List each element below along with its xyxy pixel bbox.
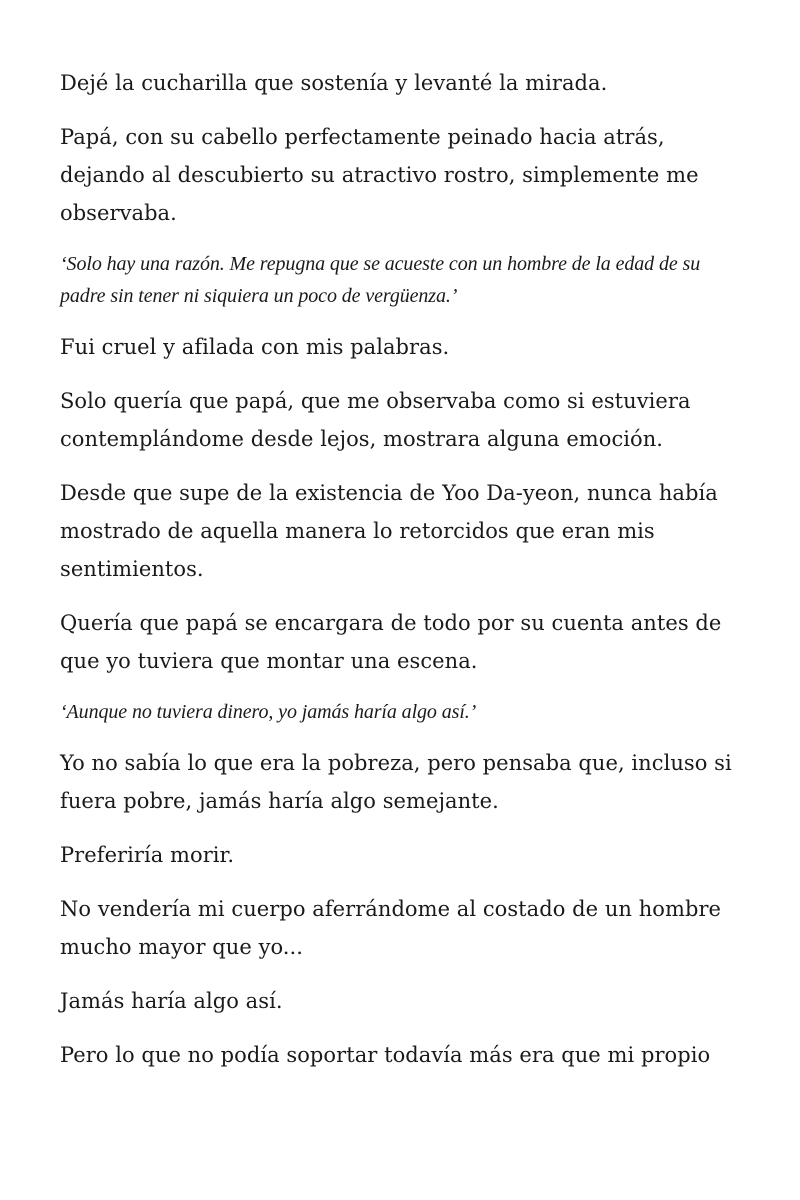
quoted-thought: ‘Solo hay una razón. Me repugna que se acueste con un hombre de la edad de su padre sin tener ni siquiera un poco de vergüenza.’	[60, 253, 701, 307]
paragraph: Solo quería que papá, que me observaba como si estuviera contemplándome desde lejos, mostrara alguna emoción.	[60, 389, 691, 451]
quoted-thought: ‘Aunque no tuviera dinero, yo jamás haría algo así.’	[60, 701, 477, 723]
paragraph: Quería que papá se encargara de todo por su cuenta antes de que yo tuviera que montar una escena.	[60, 611, 722, 673]
paragraph: Desde que supe de la existencia de Yoo Da-yeon, nunca había mostrado de aquella manera lo retorcidos que eran mis sentimientos.	[60, 481, 718, 581]
paragraph: Pero lo que no podía soportar todavía más era que mi propio	[60, 1043, 711, 1067]
paragraph: Papá, con su cabello perfectamente peinado hacia atrás, dejando al descubierto su atractivo rostro, simplemente me observaba.	[60, 125, 699, 225]
paragraph: Preferiría morir.	[60, 843, 235, 867]
paragraph: Yo no sabía lo que era la pobreza, pero pensaba que, incluso si fuera pobre, jamás haría algo semejante.	[60, 751, 732, 813]
document-page	[60, 64, 750, 1090]
paragraph: Dejé la cucharilla que sostenía y levanté la mirada.	[60, 71, 608, 95]
paragraph: No vendería mi cuerpo aferrándome al costado de un hombre mucho mayor que yo...	[60, 897, 722, 959]
paragraph: Fui cruel y afilada con mis palabras.	[60, 335, 450, 359]
paragraph: Jamás haría algo así.	[60, 989, 283, 1013]
